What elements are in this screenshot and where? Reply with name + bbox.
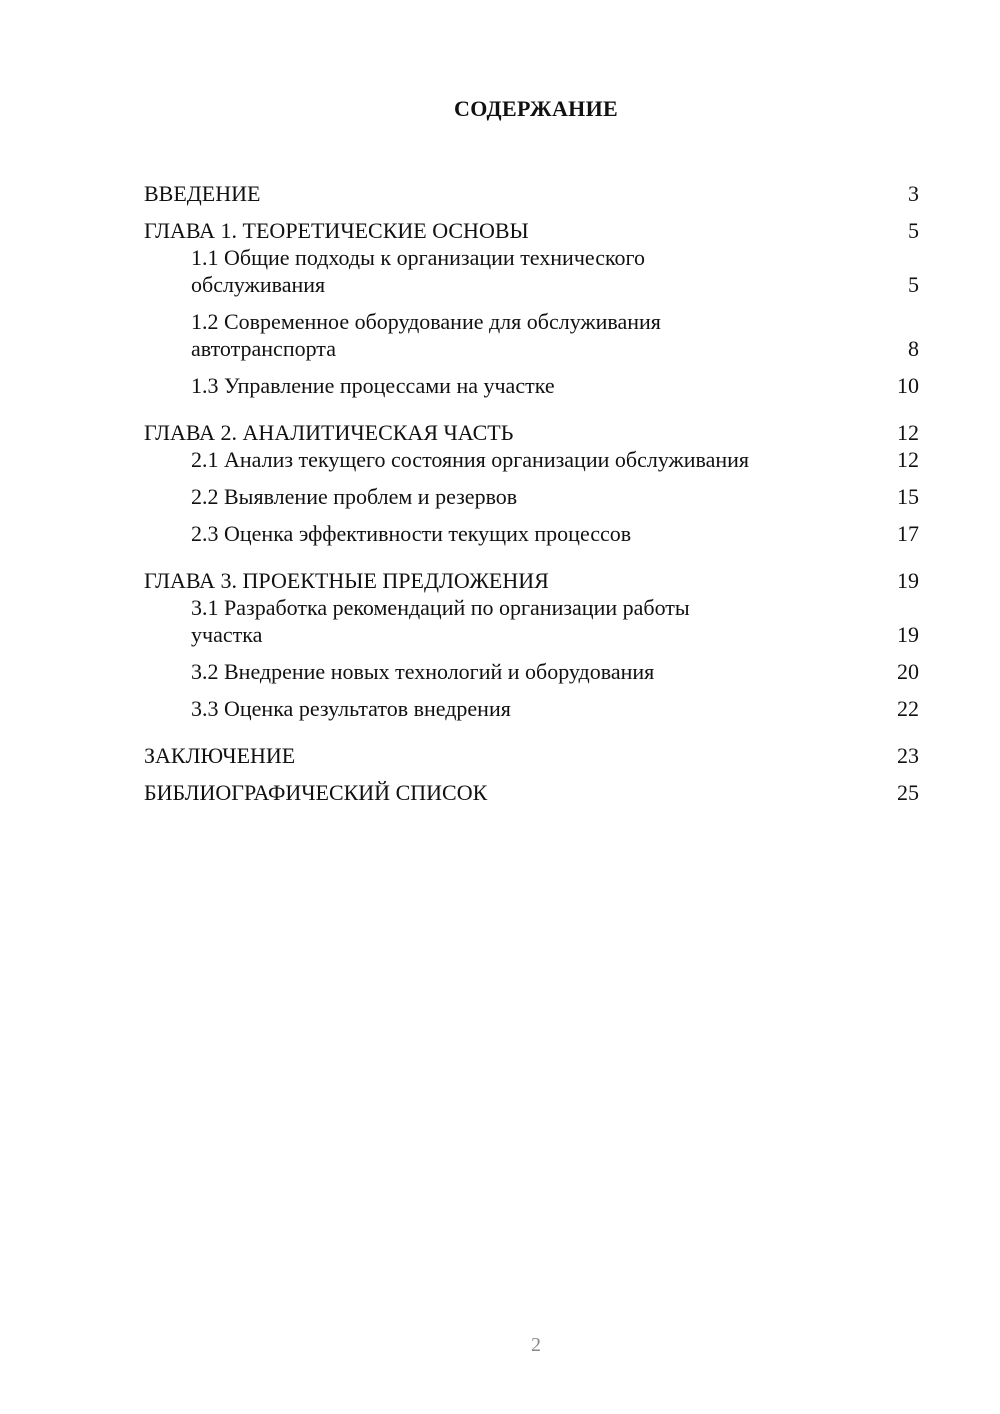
toc-entry-page: 5 bbox=[908, 218, 919, 243]
toc-entry-page: 23 bbox=[897, 743, 919, 768]
toc-entry-page: 12 bbox=[897, 420, 919, 445]
toc-entry-title: ЗАКЛЮЧЕНИЕ bbox=[144, 743, 296, 768]
toc-entry-title: ВВЕДЕНИЕ bbox=[144, 181, 261, 206]
table-of-contents bbox=[144, 170, 919, 806]
toc-entry-title: 1.2 Современное оборудование для обслуживания автотранспорта bbox=[191, 309, 661, 361]
toc-heading: СОДЕРЖАНИЕ bbox=[454, 96, 618, 121]
toc-entry-section-2-2[interactable] bbox=[144, 483, 919, 510]
toc-entry-page: 3 bbox=[908, 181, 919, 206]
toc-entry-section-3-2[interactable] bbox=[144, 658, 919, 685]
toc-entry-title: 3.3 Оценка результатов внедрения bbox=[191, 696, 511, 721]
toc-entry-page: 8 bbox=[908, 336, 919, 361]
toc-entry-page: 10 bbox=[897, 373, 919, 398]
toc-entry-page: 17 bbox=[897, 521, 919, 546]
toc-entry-introduction[interactable] bbox=[144, 170, 919, 207]
toc-entry-page: 15 bbox=[897, 484, 919, 509]
toc-entry-title: 2.3 Оценка эффективности текущих процессов bbox=[191, 521, 632, 546]
toc-entry-page: 19 bbox=[897, 622, 919, 647]
toc-entry-section-1-3[interactable] bbox=[144, 372, 919, 399]
page-number: 2 bbox=[531, 1334, 541, 1356]
toc-entry-chapter-3[interactable] bbox=[144, 557, 919, 594]
toc-entry-title: 1.3 Управление процессами на участке bbox=[191, 373, 555, 398]
toc-entry-title: ГЛАВА 2. АНАЛИТИЧЕСКАЯ ЧАСТЬ bbox=[144, 420, 514, 445]
toc-entry-page: 20 bbox=[897, 659, 919, 684]
toc-entry-chapter-1[interactable] bbox=[144, 207, 919, 244]
toc-entry-section-1-2[interactable] bbox=[144, 308, 919, 362]
toc-entry-section-1-1[interactable] bbox=[144, 244, 919, 298]
toc-entry-title: 3.2 Внедрение новых технологий и оборудования bbox=[191, 659, 655, 684]
toc-entry-section-2-3[interactable] bbox=[144, 520, 919, 547]
toc-entry-title: 2.2 Выявление проблем и резервов bbox=[191, 484, 518, 509]
toc-entry-page: 12 bbox=[897, 447, 919, 472]
toc-entry-page: 22 bbox=[897, 696, 919, 721]
toc-entry-page: 25 bbox=[897, 780, 919, 805]
toc-entry-page: 19 bbox=[897, 568, 919, 593]
toc-entry-title: БИБЛИОГРАФИЧЕСКИЙ СПИСОК bbox=[144, 780, 488, 805]
toc-entry-conclusion[interactable] bbox=[144, 732, 919, 769]
toc-entry-section-3-1[interactable] bbox=[144, 594, 919, 648]
toc-entry-title: ГЛАВА 3. ПРОЕКТНЫЕ ПРЕДЛОЖЕНИЯ bbox=[144, 568, 549, 593]
toc-entry-chapter-2[interactable] bbox=[144, 409, 919, 446]
toc-entry-title: ГЛАВА 1. ТЕОРЕТИЧЕСКИЕ ОСНОВЫ bbox=[144, 218, 529, 243]
toc-entry-page: 5 bbox=[908, 272, 919, 297]
toc-entry-bibliography[interactable] bbox=[144, 769, 919, 806]
toc-entry-section-3-3[interactable] bbox=[144, 695, 919, 722]
toc-entry-title: 3.1 Разработка рекомендаций по организации работы участка bbox=[191, 595, 690, 647]
toc-entry-section-2-1[interactable] bbox=[144, 446, 919, 473]
toc-entry-title: 2.1 Анализ текущего состояния организации обслуживания bbox=[191, 447, 750, 472]
toc-entry-title: 1.1 Общие подходы к организации технического обслуживания bbox=[191, 245, 646, 297]
